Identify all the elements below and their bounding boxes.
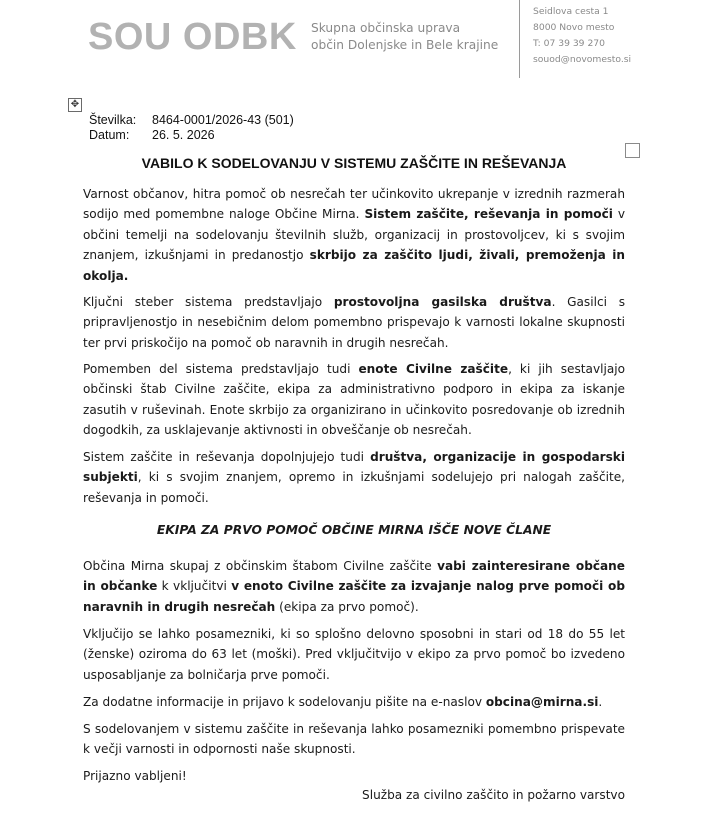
paragraph-8: S sodelovanjem v sistemu zaščite in reševanja lahko posamezniki pomembno prispevate k večji varnosti in odpornosti naše skupnosti. bbox=[83, 722, 625, 757]
contact-email-link[interactable]: obcina@mirna.si bbox=[485, 695, 599, 709]
table-move-handle-icon[interactable]: ✥ bbox=[68, 98, 82, 112]
p3-text-2: , ki jih sestavljajo občinski štab Civilne zaščite, ekipa za administrativno podporo in ekipa za iskanje zasutih v ruševinah. Enote skrbijo za organizirano in učinkovito posredovanje ob izrednih dogodkih, za usklajevanje aktivnosti in obveščanje ob nesrečah. bbox=[83, 362, 625, 438]
letterhead-divider bbox=[519, 0, 520, 78]
paragraph-7 bbox=[83, 692, 625, 712]
contact-phone: T: 07 39 39 270 bbox=[533, 38, 605, 49]
p4-text-1: Sistem zaščite in reševanja dopolnjujejo tudi bbox=[83, 450, 371, 464]
p2-bold-1: prostovoljna gasilska društva bbox=[333, 295, 552, 309]
section-subtitle: EKIPA ZA PRVO POMOČ OBČINE MIRNA IŠČE NOVE ČLANE bbox=[156, 523, 552, 537]
p5-bold-1: vabi zainteresirane občane in občanke bbox=[83, 559, 625, 594]
paragraph-2 bbox=[83, 292, 625, 353]
p1-text-1: Varnost občanov, hitra pomoč ob nesrečah ter učinkovito ukrepanje v izrednih razmerah sodijo med pomembne naloge Občine Mirna. bbox=[83, 187, 625, 222]
p3-bold-1: enote Civilne zaščite bbox=[358, 362, 509, 376]
meta-date-label: Datum: bbox=[89, 128, 130, 142]
paragraph-1 bbox=[83, 184, 625, 286]
contact-email: souod@novomesto.si bbox=[533, 54, 632, 65]
meta-number-value: 8464-0001/2026-43 (501) bbox=[152, 113, 294, 127]
contact-address: Seidlova cesta 1 bbox=[533, 6, 609, 17]
p5-text-2: k vključitvi bbox=[157, 579, 232, 594]
meta-date-row bbox=[89, 128, 294, 143]
p1-bold-1: Sistem zaščite, reševanja in pomoči bbox=[364, 207, 613, 222]
meta-number-label: Številka: bbox=[89, 113, 137, 127]
paragraph-5 bbox=[83, 556, 625, 617]
p1-text-2: v občini temelji na sodelovanju številnih služb, organizacij in prostovoljcev, ki s svojim znanjem, izkušnjami in predanostjo bbox=[83, 207, 626, 263]
meta-date-value: 26. 5. 2026 bbox=[152, 128, 215, 142]
p1-bold-2: skrbijo za zaščito ljudi, živali, premoženja in okolja. bbox=[83, 248, 625, 283]
document-title: VABILO K SODELOVANJU V SISTEMU ZAŠČITE IN REŠEVANJA bbox=[141, 155, 567, 171]
contact-city: 8000 Novo mesto bbox=[533, 22, 615, 33]
paragraph-4 bbox=[83, 447, 625, 508]
logo-subtitle bbox=[311, 20, 498, 54]
logo-subtitle-line2: občin Dolenjske in Bele krajine bbox=[311, 38, 499, 52]
p4-text-2: , ki s svojim znanjem, opremo in izkušnjami sodelujejo pri nalogah zaščite, reševanja in pomoči. bbox=[83, 470, 625, 505]
document-meta bbox=[89, 113, 294, 143]
p5-text-3: (ekipa za prvo pomoč). bbox=[275, 599, 419, 614]
p2-text-1: Ključni steber sistema predstavljajo bbox=[83, 295, 334, 309]
greeting: Prijazno vabljeni! bbox=[83, 769, 187, 783]
p5-text-1: Občina Mirna skupaj z občinskim štabom Civilne zaščite bbox=[83, 559, 438, 573]
p7-text-2: . bbox=[598, 695, 603, 709]
p5-bold-2: v enoto Civilne zaščite za izvajanje nalog prve pomoči ob naravnih in drugih nesrečah bbox=[83, 579, 625, 614]
signature: Služba za civilno zaščito in požarno varstvo bbox=[362, 788, 625, 802]
contact-block bbox=[533, 4, 631, 68]
meta-number-row bbox=[89, 113, 294, 128]
p7-text-1: Za dodatne informacije in prijavo k sodelovanju pišite na e-naslov bbox=[83, 695, 486, 709]
letterhead bbox=[0, 0, 705, 90]
logo: SOU ODBK bbox=[88, 16, 297, 58]
p3-text-1: Pomemben del sistema predstavljajo tudi bbox=[83, 362, 359, 376]
paragraph-6: Vključijo se lahko posamezniki, ki so splošno delovno sposobni in stari od 18 do 55 let (ženske) oziroma do 63 let (moški). Pred vključitvijo v ekipo za prvo pomoč bo izvedeno usposabljanje za bolničarja prve pomoči. bbox=[83, 627, 625, 682]
p2-text-2: . Gasilci s pripravljenostjo in nesebičnim delom pomembno prispevajo k varnosti lokalne skupnosti ter prvi priskočijo na pomoč ob naravnih in drugih nesrečah. bbox=[83, 295, 626, 350]
paragraph-3 bbox=[83, 359, 625, 441]
table-resize-handle-icon[interactable] bbox=[625, 143, 640, 158]
logo-subtitle-line1: Skupna občinska uprava bbox=[311, 21, 461, 35]
p4-bold-1: društva, organizacije in gospodarski subjekti bbox=[83, 450, 625, 485]
